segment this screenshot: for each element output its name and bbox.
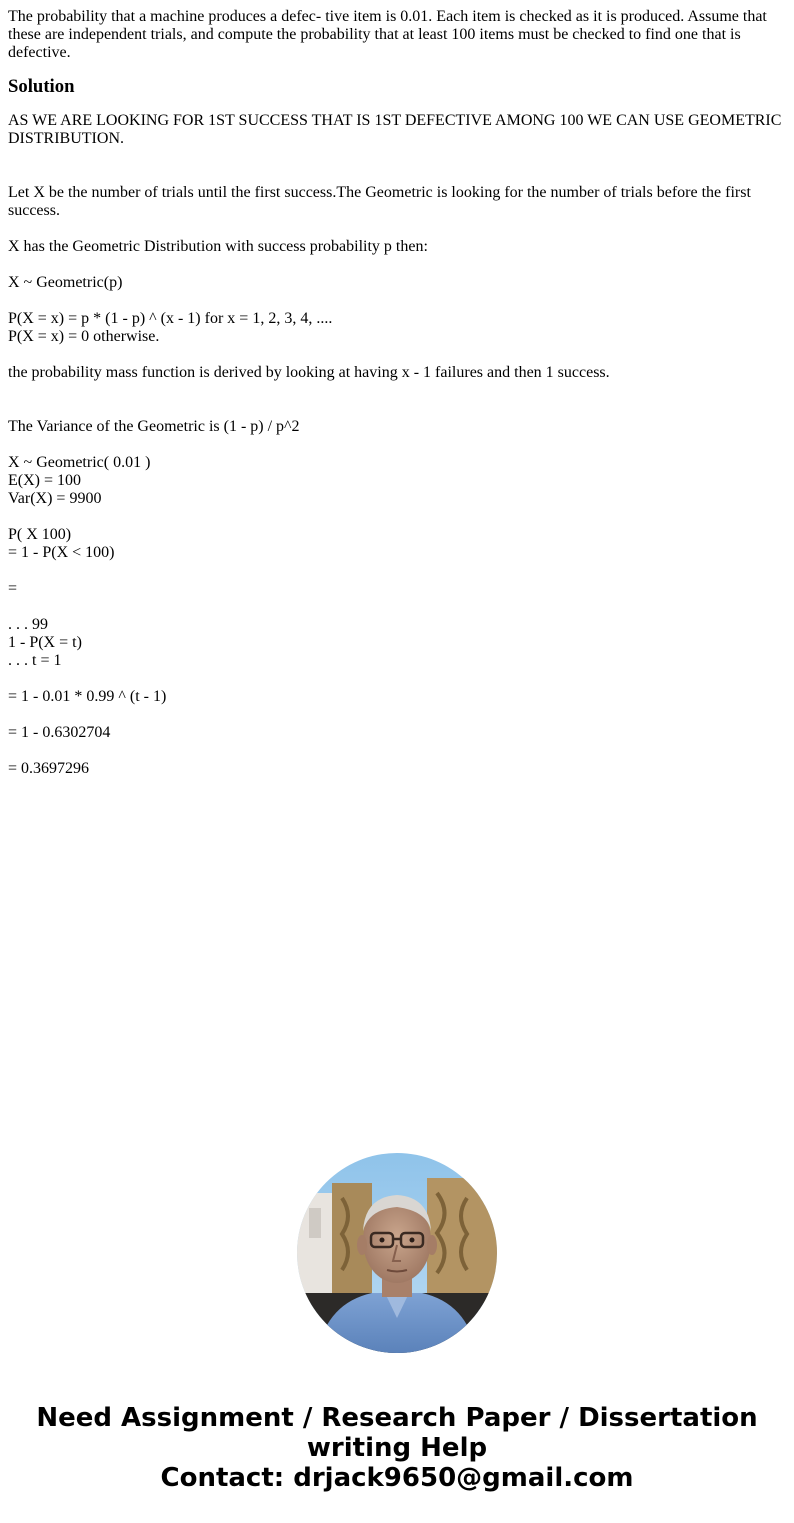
definition-text: Let X be the number of trials until the first success.The Geometric is looking for the number of trials before the first success.	[8, 184, 751, 219]
distribution-statement: X has the Geometric Distribution with success probability p then:	[8, 238, 428, 255]
pmf-derivation: the probability mass function is derived by looking at having x - 1 failures and then 1 success.	[8, 364, 610, 381]
equals-sign: =	[8, 580, 18, 597]
author-photo-icon	[297, 1153, 497, 1353]
problem-statement: The probability that a machine produces a defec- tive item is 0.01. Each item is checked as it is produced. Assume that these are independent trials, and compute the probability that at least 100 items must be checked to find one that is defective.	[8, 8, 767, 61]
footer-line-2: writing Help	[306, 1433, 488, 1463]
sum-upper-limit: . . . 99	[8, 616, 48, 633]
footer-contact-email: Contact: drjack9650@gmail.com	[160, 1463, 634, 1493]
probability-line-2: = 1 - P(X < 100)	[8, 544, 115, 561]
step-1: = 1 - 0.01 * 0.99 ^ (t - 1)	[8, 688, 167, 705]
sum-lower-limit: . . . t = 1	[8, 652, 62, 669]
distribution-notation: X ~ Geometric(p)	[8, 274, 123, 291]
variance-value: Var(X) = 9900	[8, 490, 102, 507]
solution-heading: Solution	[8, 76, 75, 97]
pmf-line-2: P(X = x) = 0 otherwise.	[8, 328, 160, 345]
pmf-line-1: P(X = x) = p * (1 - p) ^ (x - 1) for x = 1, 2, 3, 4, ....	[8, 310, 333, 327]
solution-intro: AS WE ARE LOOKING FOR 1ST SUCCESS THAT IS 1ST DEFECTIVE AMONG 100 WE CAN USE GEOMETRIC DISTRIBUTION.	[8, 112, 782, 147]
applied-distribution: X ~ Geometric( 0.01 )	[8, 454, 151, 471]
probability-line-1: P( X 100)	[8, 526, 72, 543]
document-body	[8, 8, 786, 778]
author-avatar	[297, 1153, 497, 1353]
footer-contact-banner	[0, 1403, 794, 1493]
step-2: = 1 - 0.6302704	[8, 724, 111, 741]
footer-line-1: Need Assignment / Research Paper / Dissertation	[36, 1403, 758, 1433]
sum-body: 1 - P(X = t)	[8, 634, 82, 651]
expectation-value: E(X) = 100	[8, 472, 82, 489]
variance-formula: The Variance of the Geometric is (1 - p) / p^2	[8, 418, 300, 435]
final-result: = 0.3697296	[8, 760, 90, 777]
